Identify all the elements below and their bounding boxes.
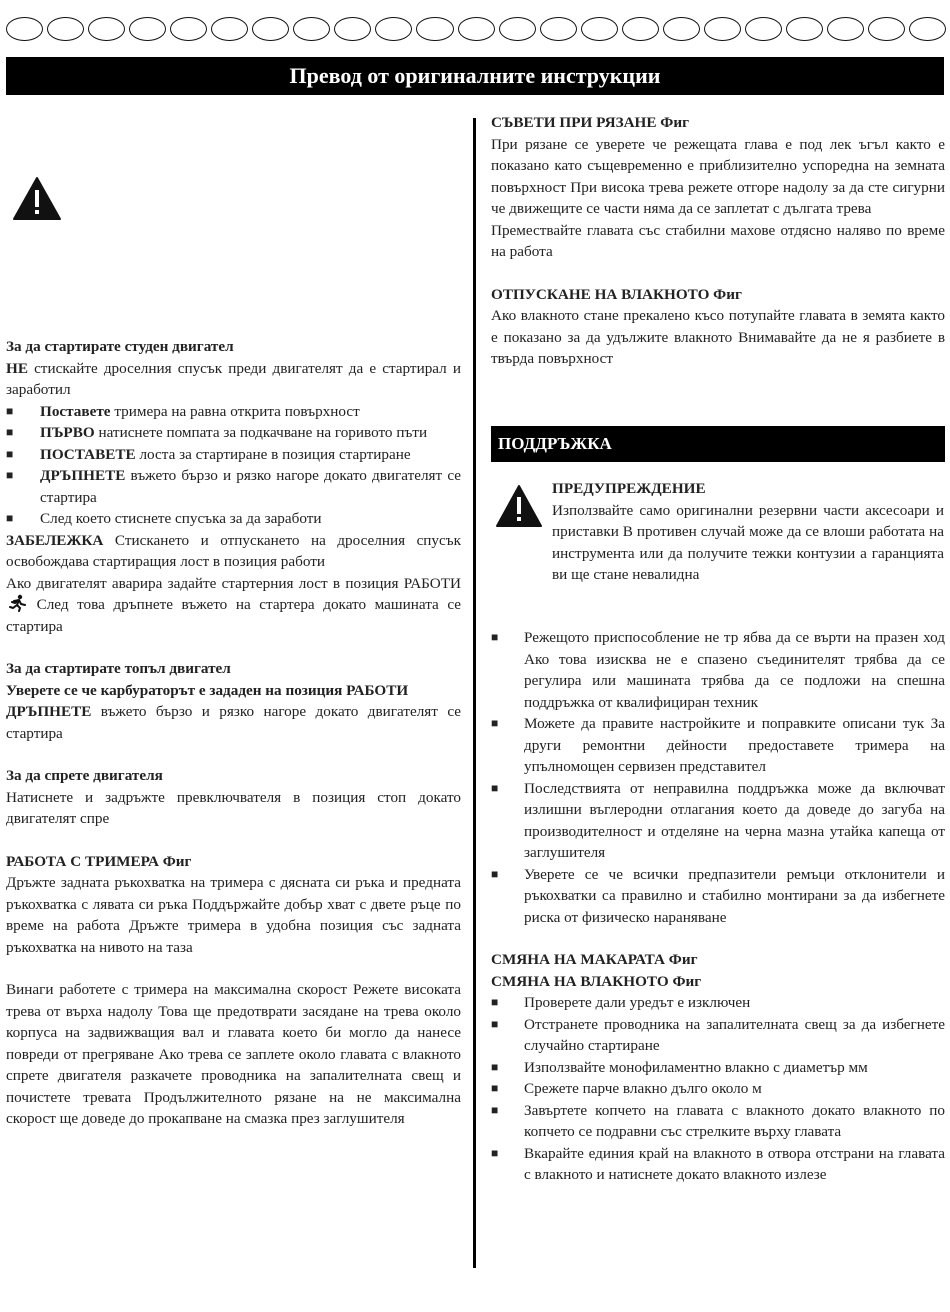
warm-start-pull: ДРЪПНЕТЕ въжето бързо и рязко нагоре докато двигателят се стартира	[6, 703, 461, 742]
work-paragraph-1: Дръжте задната ръкохватка на тримера с дясната си ръка и предната ръкохватка с лявата си ръка Поддържайте добър хват с двете ръце по време на работа Дръжте тримера в удобна позиция със задната ръкохватка на нивото на таза	[6, 874, 461, 956]
list-item: ■ След което стиснете спусъка за да заработи	[6, 508, 461, 530]
tab-oval	[375, 17, 412, 41]
maintenance-list	[491, 627, 945, 928]
page-banner: Превод от оригиналните инструкции	[6, 57, 944, 95]
tab-oval	[540, 17, 577, 41]
list-item: ■ Използвайте монофиламентно влакно с диаметър мм	[491, 1057, 945, 1079]
tab-oval	[458, 17, 495, 41]
list-item: ■ Отстранете проводника на запалителната свещ за да избегнете случайно стартиране	[491, 1014, 945, 1057]
tab-oval	[129, 17, 166, 41]
warning-block	[552, 478, 944, 586]
tab-oval	[88, 17, 125, 41]
stop-title: За да спрете двигателя	[6, 767, 163, 784]
tab-oval-current	[909, 17, 946, 41]
work-paragraph-2: Винаги работете с тримера на максимална скорост Режете високата трева от върха надолу Това ще предотврати засядане на трева около корпуса на задвижващия вал и главата което би могло да нанесе повреди от прегряване Ако трева се заплете около главата с влакното спрете двигателя разкачете проводника на запалителната свещ и почистете тревата Продължителното рязане на не максимална скорост ще доведе до прокапване на смазка през заглушителя	[6, 981, 461, 1127]
note-paragraph: ЗАБЕЛЕЖКА Стискането и отпускането на дроселния спусък освобождава стартиращия лост в позиция работи	[6, 531, 461, 570]
left-column	[6, 336, 461, 1130]
list-item: ■ Режещото приспособление не тр ябва да се върти на празен ход Ако това изисква не е спазено съединителят трябва да се регулира или машината трябва да се подложи на спешна поддръжка от квалифициран техник	[491, 627, 945, 713]
stop-text: Натиснете и задръжте превключвателя в позиция стоп докато двигателят спре	[6, 788, 461, 827]
warning-triangle-icon	[12, 176, 62, 221]
cold-start-steps	[6, 401, 461, 530]
tips-paragraph-1: При рязане се уверете че режещата глава е под лек ъгъл както е показано като същевременно е приблизително успоредна на земната повърхност При висока трева режете отгоре надолу за да сте сигурни че движещите се части няма да се заплетат с дългата трева	[491, 135, 945, 217]
right-column-top	[491, 112, 945, 370]
list-item: ■ Можете да правите настройките и поправките описани тук За други ремонтни дейности предоставете тримера на упълномощен сервизен представител	[491, 713, 945, 778]
warning-triangle-icon	[495, 484, 543, 528]
list-item: ■ ПОСТАВЕТЕ лоста за стартиране в позиция стартиране	[6, 444, 461, 466]
page-tab-ovals	[6, 17, 946, 45]
tab-oval	[47, 17, 84, 41]
tab-oval	[293, 17, 330, 41]
tab-oval	[334, 17, 371, 41]
tab-oval	[211, 17, 248, 41]
release-title: ОТПУСКАНЕ НА ВЛАКНОТО Фиг	[491, 285, 742, 303]
ne-bold: НЕ	[6, 359, 28, 377]
list-item: ■ Завъртете копчето на главата с влакното докато влакното по копчето се подравни със стрелките върху главата	[491, 1100, 945, 1143]
list-item: ■ Вкарайте единия край на влакното в отвора отстрани на главата с влакното и натиснете докато влакното излезе	[491, 1143, 945, 1186]
tab-oval	[170, 17, 207, 41]
column-divider	[473, 118, 476, 1268]
list-item: ■ Уверете се че всички предпазители ремъци отклонители и ръкохватки са правилно и стабилно монтирани за да избегнете риска от физическо нараняване	[491, 864, 945, 929]
maintenance-section-bar: ПОДДРЪЖКА	[491, 426, 945, 462]
stall-paragraph: Ако двигателят аварира задайте стартерния лост в позиция РАБОТИ След това дръпнете въжето на стартера докато машината се стартира	[6, 574, 461, 635]
tab-oval	[745, 17, 782, 41]
tips-title: СЪВЕТИ ПРИ РЯЗАНЕ Фиг	[491, 114, 689, 131]
list-item: ■ Срежете парче влакно дълго около м	[491, 1078, 945, 1100]
tab-oval	[704, 17, 741, 41]
right-column-bottom	[491, 627, 945, 1186]
tab-oval	[252, 17, 289, 41]
cold-start-warning	[6, 358, 461, 401]
tab-oval	[868, 17, 905, 41]
tab-oval	[499, 17, 536, 41]
tips-paragraph-2: Премествайте главата със стабилни махове отдясно наляво по време на работа	[491, 221, 945, 260]
spool-title: СМЯНА НА МАКАРАТА Фиг	[491, 951, 698, 968]
tab-oval	[416, 17, 453, 41]
list-item: ■ ПЪРВО натиснете помпата за подкачване на горивото пъти	[6, 422, 461, 444]
warning-title: ПРЕДУПРЕЖДЕНИЕ	[552, 480, 706, 497]
tab-oval	[786, 17, 823, 41]
running-man-icon	[6, 594, 28, 612]
cold-start-title: За да стартирате студен двигател	[6, 338, 234, 355]
line-title: СМЯНА НА ВЛАКНОТО Фиг	[491, 972, 702, 990]
tab-oval	[827, 17, 864, 41]
list-item: ■ Проверете дали уредът е изключен	[491, 992, 945, 1014]
tab-oval	[6, 17, 43, 41]
work-title: РАБОТА С ТРИМЕРА Фиг	[6, 852, 192, 870]
warm-start-title: За да стартирате топъл двигател	[6, 660, 231, 677]
list-item: ■ ДРЪПНЕТЕ въжето бързо и рязко нагоре докато двигателят се стартира	[6, 465, 461, 508]
warning-text: Използвайте само оригинални резервни части аксесоари и приставки В противен случай може да се влоши работата на инструмента или да получите тежки контузии а гаранцията ви ще стане невалидна	[552, 501, 944, 583]
warm-start-carb: Уверете се че карбураторът е зададен на позиция РАБОТИ	[6, 681, 409, 699]
tab-oval	[581, 17, 618, 41]
list-item: ■ Последствията от неправилна поддръжка може да включват излишни въглеродни отлагания което да доведе до загуба на производителност и отделяне на черна мазна утайка капеща от заглушителя	[491, 778, 945, 864]
tab-oval	[622, 17, 659, 41]
release-paragraph: Ако влакното стане прекалено късо потупайте главата в земята както е показано за да удължите влакното Внимавайте да не я разбиете в твърда повърхност	[491, 307, 945, 367]
tab-oval	[663, 17, 700, 41]
list-item: ■ Поставете тримера на равна открита повърхност	[6, 401, 461, 423]
spool-list	[491, 992, 945, 1186]
ne-text: стискайте дроселния спусък преди двигателят да е стартирал и заработил	[6, 359, 461, 398]
